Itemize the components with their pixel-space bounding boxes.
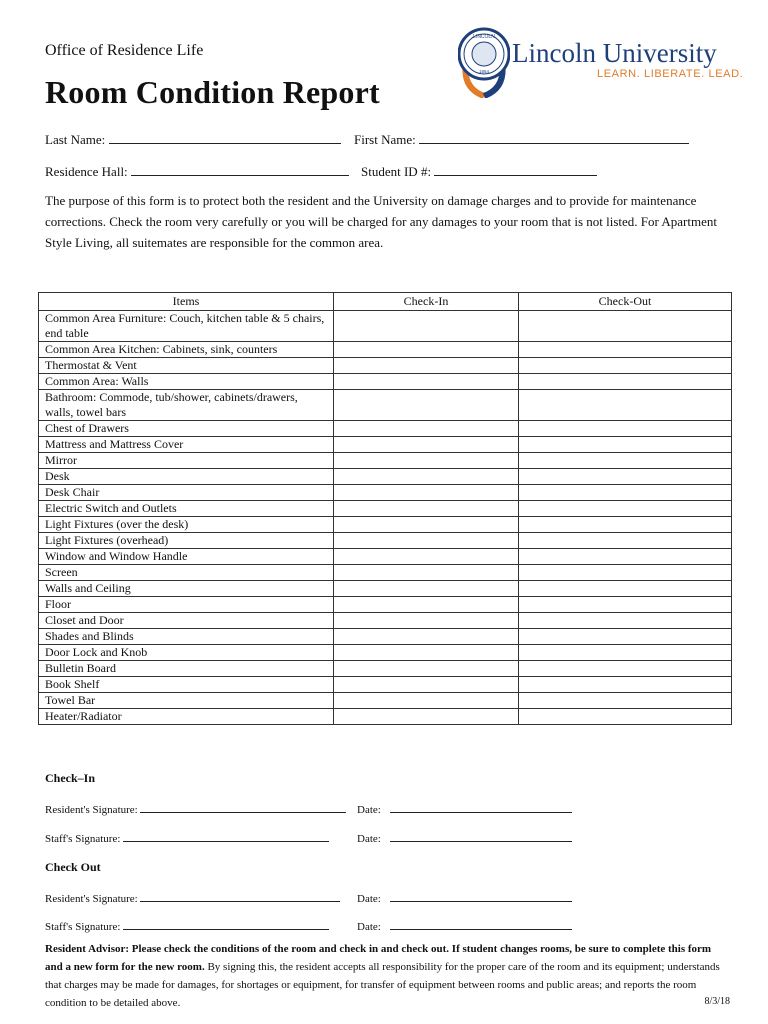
item-name: Bathroom: Commode, tub/shower, cabinets/drawers, walls, towel bars	[39, 390, 334, 421]
table-row	[39, 597, 732, 613]
page-title: Room Condition Report	[45, 74, 380, 110]
check-in-header: Check-In	[334, 293, 519, 311]
check-in-cell[interactable]	[334, 581, 519, 597]
check-in-heading: Check–In	[45, 771, 96, 785]
checkin-resident-date-label: Date:	[357, 804, 381, 816]
item-name: Thermostat & Vent	[39, 358, 334, 374]
table-row	[39, 677, 732, 693]
item-name: Shades and Blinds	[39, 629, 334, 645]
table-row	[39, 517, 732, 533]
item-name: Light Fixtures (overhead)	[39, 533, 334, 549]
item-name: Towel Bar	[39, 693, 334, 709]
check-in-cell[interactable]	[334, 709, 519, 725]
table-row	[39, 693, 732, 709]
check-in-cell[interactable]	[334, 517, 519, 533]
check-in-cell[interactable]	[334, 358, 519, 374]
residence-hall-field[interactable]	[131, 162, 349, 176]
checkout-resident-date-row	[357, 890, 572, 905]
check-in-cell[interactable]	[334, 565, 519, 581]
check-out-cell[interactable]	[519, 501, 732, 517]
checkin-resident-date-field[interactable]	[390, 801, 572, 813]
item-name: Light Fixtures (over the desk)	[39, 517, 334, 533]
check-in-cell[interactable]	[334, 629, 519, 645]
revision-date: 8/3/18	[704, 996, 730, 1007]
check-in-cell[interactable]	[334, 311, 519, 342]
university-tagline: LEARN. LIBERATE. LEAD.	[597, 68, 744, 80]
check-in-cell[interactable]	[334, 549, 519, 565]
check-in-cell[interactable]	[334, 645, 519, 661]
check-out-cell[interactable]	[519, 677, 732, 693]
checkin-staff-sig-field[interactable]	[123, 830, 329, 842]
item-name: Chest of Drawers	[39, 421, 334, 437]
checkout-staff-date-field[interactable]	[390, 918, 572, 930]
check-in-cell[interactable]	[334, 501, 519, 517]
item-name: Common Area Kitchen: Cabinets, sink, counters	[39, 342, 334, 358]
check-out-cell[interactable]	[519, 709, 732, 725]
check-in-cell[interactable]	[334, 693, 519, 709]
checkin-resident-sig-field[interactable]	[140, 801, 346, 813]
table-header-row	[39, 293, 732, 311]
office-name: Office of Residence Life	[45, 42, 204, 59]
first-name-row	[354, 130, 689, 148]
check-out-cell[interactable]	[519, 613, 732, 629]
item-name: Desk Chair	[39, 485, 334, 501]
check-in-cell[interactable]	[334, 453, 519, 469]
name-row	[45, 130, 341, 148]
check-in-cell[interactable]	[334, 390, 519, 421]
check-out-cell[interactable]	[519, 597, 732, 613]
check-out-cell[interactable]	[519, 437, 732, 453]
table-row	[39, 565, 732, 581]
check-out-cell[interactable]	[519, 485, 732, 501]
checkin-resident-date-row	[357, 801, 572, 816]
table-row	[39, 581, 732, 597]
table-row	[39, 390, 732, 421]
item-name: Floor	[39, 597, 334, 613]
item-name: Walls and Ceiling	[39, 581, 334, 597]
checkout-staff-sig-row	[45, 918, 329, 933]
table-row	[39, 485, 732, 501]
item-name: Common Area Furniture: Couch, kitchen table & 5 chairs, end table	[39, 311, 334, 342]
checkin-staff-date-field[interactable]	[390, 830, 572, 842]
table-row	[39, 645, 732, 661]
last-name-field[interactable]	[109, 130, 341, 144]
checkout-staff-date-row	[357, 918, 572, 933]
check-in-cell[interactable]	[334, 597, 519, 613]
item-name: Closet and Door	[39, 613, 334, 629]
check-out-cell[interactable]	[519, 311, 732, 342]
check-out-cell[interactable]	[519, 421, 732, 437]
check-in-cell[interactable]	[334, 613, 519, 629]
check-out-cell[interactable]	[519, 629, 732, 645]
check-in-cell[interactable]	[334, 485, 519, 501]
table-row	[39, 437, 732, 453]
check-in-cell[interactable]	[334, 421, 519, 437]
check-in-cell[interactable]	[334, 374, 519, 390]
checkin-staff-sig-row	[45, 830, 329, 845]
item-name: Book Shelf	[39, 677, 334, 693]
check-out-cell[interactable]	[519, 374, 732, 390]
checkin-staff-date-row	[357, 830, 572, 845]
resident-advisor-note-bold: Resident Advisor: Please check the conditions of the room and check in and check out. If student changes rooms, be sure to complete this form and a new form for the new room.	[45, 943, 712, 973]
table-row	[39, 709, 732, 725]
check-out-cell[interactable]	[519, 581, 732, 597]
check-in-cell[interactable]	[334, 342, 519, 358]
table-row	[39, 501, 732, 517]
table-row	[39, 342, 732, 358]
student-id-row	[361, 162, 597, 180]
item-name: Common Area: Walls	[39, 374, 334, 390]
item-name: Electric Switch and Outlets	[39, 501, 334, 517]
check-out-cell[interactable]	[519, 469, 732, 485]
university-logo	[458, 26, 744, 98]
item-name: Window and Window Handle	[39, 549, 334, 565]
check-out-heading: Check Out	[45, 860, 101, 874]
checkout-resident-sig-label: Resident's Signature:	[45, 893, 138, 905]
residence-hall-label: Residence Hall:	[45, 164, 128, 179]
table-row	[39, 661, 732, 677]
checkout-resident-sig-row	[45, 890, 340, 905]
checkout-resident-date-field[interactable]	[390, 890, 572, 902]
item-name: Desk	[39, 469, 334, 485]
check-out-cell[interactable]	[519, 342, 732, 358]
check-out-cell[interactable]	[519, 533, 732, 549]
table-row	[39, 421, 732, 437]
checkin-resident-sig-label: Resident's Signature:	[45, 804, 138, 816]
university-name: Lincoln University	[512, 38, 717, 68]
checkin-staff-sig-label: Staff's Signature:	[45, 833, 121, 845]
svg-text:LINCOLN: LINCOLN	[473, 34, 495, 40]
first-name-label: First Name:	[354, 132, 416, 147]
check-out-cell[interactable]	[519, 517, 732, 533]
resident-advisor-note	[45, 940, 725, 1012]
table-row	[39, 549, 732, 565]
student-id-label: Student ID #:	[361, 164, 432, 179]
item-name: Bulletin Board	[39, 661, 334, 677]
checkout-resident-date-label: Date:	[357, 893, 381, 905]
hall-row	[45, 162, 349, 180]
checkout-staff-date-label: Date:	[357, 921, 381, 933]
check-out-cell[interactable]	[519, 565, 732, 581]
check-out-cell[interactable]	[519, 358, 732, 374]
item-name: Mattress and Mattress Cover	[39, 437, 334, 453]
check-in-cell[interactable]	[334, 677, 519, 693]
table-row	[39, 311, 732, 342]
table-row	[39, 374, 732, 390]
table-row	[39, 629, 732, 645]
item-name: Door Lock and Knob	[39, 645, 334, 661]
check-in-cell[interactable]	[334, 661, 519, 677]
checkin-staff-date-label: Date:	[357, 833, 381, 845]
item-name: Screen	[39, 565, 334, 581]
checkout-staff-sig-field[interactable]	[123, 918, 329, 930]
check-in-cell[interactable]	[334, 533, 519, 549]
check-out-cell[interactable]	[519, 453, 732, 469]
table-row	[39, 358, 732, 374]
table-row	[39, 453, 732, 469]
checkin-resident-sig-row	[45, 801, 346, 816]
check-out-cell[interactable]	[519, 661, 732, 677]
table-row	[39, 469, 732, 485]
item-name: Heater/Radiator	[39, 709, 334, 725]
check-out-cell[interactable]	[519, 645, 732, 661]
table-row	[39, 613, 732, 629]
check-in-cell[interactable]	[334, 469, 519, 485]
check-out-header: Check-Out	[519, 293, 732, 311]
intro-paragraph: The purpose of this form is to protect both the resident and the University on damage charges and to provide for maintenance corrections. Check the room very carefully or you will be charged for any damages to your room that is not listed. For Apartment Style Living, all suitemates are responsible for the common area.	[45, 193, 717, 250]
student-id-field[interactable]	[434, 162, 597, 176]
check-out-cell[interactable]	[519, 390, 732, 421]
check-in-cell[interactable]	[334, 437, 519, 453]
university-seal-icon	[458, 26, 510, 98]
last-name-label: Last Name:	[45, 132, 106, 147]
item-name: Mirror	[39, 453, 334, 469]
items-header: Items	[39, 293, 334, 311]
resident-advisor-note-text: By signing this, the resident accepts all responsibility for the proper care of the room and its equipment; understands that charges may be made for damages, for shortages or equipment, for transfer of equipment between rooms and public areas; and reports the room condition to be detailed above.	[45, 961, 720, 1009]
checkout-resident-sig-field[interactable]	[140, 890, 340, 902]
first-name-field[interactable]	[419, 130, 689, 144]
table-row	[39, 533, 732, 549]
check-out-cell[interactable]	[519, 693, 732, 709]
checkout-staff-sig-label: Staff's Signature:	[45, 921, 121, 933]
check-out-cell[interactable]	[519, 549, 732, 565]
room-condition-table	[38, 292, 732, 725]
svg-text:1854: 1854	[478, 69, 490, 74]
